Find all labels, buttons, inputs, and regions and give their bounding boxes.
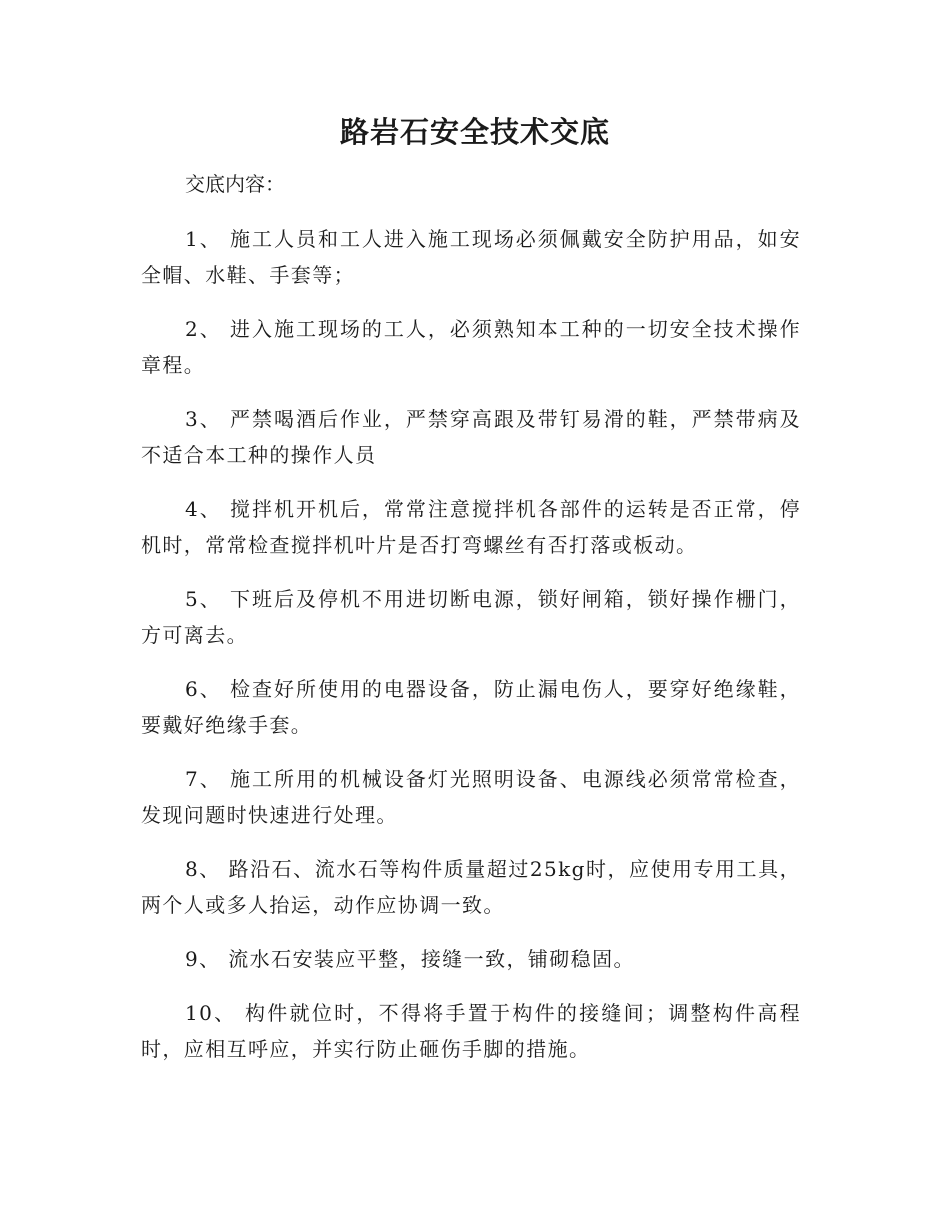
safety-item: 5、 下班后及停机不用进切断电源，锁好闸箱，锁好操作栅门，方可离去。 — [141, 587, 801, 647]
safety-item: 9、 流水石安装应平整，接缝一致，铺砌稳固。 — [185, 947, 635, 971]
safety-item: 7、 施工所用的机械设备灯光照明设备、电源线必须常常检查，发现问题时快速进行处理。 — [141, 767, 801, 827]
safety-item: 6、 检查好所使用的电器设备，防止漏电伤人，要穿好绝缘鞋，要戴好绝缘手套。 — [141, 677, 801, 737]
safety-item: 2、 进入施工现场的工人，必须熟知本工种的一切安全技术操作章程。 — [141, 317, 801, 377]
safety-item: 1、 施工人员和工人进入施工现场必须佩戴安全防护用品，如安全帽、水鞋、手套等； — [141, 227, 801, 287]
intro-label: 交底内容： — [185, 172, 285, 196]
safety-item: 4、 搅拌机开机后，常常注意搅拌机各部件的运转是否正常，停机时，常常检查搅拌机叶片是否打弯螺丝有否打落或板动。 — [141, 497, 801, 557]
safety-item-list — [141, 221, 801, 1085]
document-title: 路岩石安全技术交底 — [339, 115, 610, 149]
safety-item: 10、 构件就位时，不得将手置于构件的接缝间；调整构件高程时，应相互呼应，并实行防止砸伤手脚的措施。 — [141, 1001, 801, 1061]
safety-item: 8、 路沿石、流水石等构件质量超过25kg时，应使用专用工具，两个人或多人抬运，动作应协调一致。 — [141, 857, 801, 917]
safety-item: 3、 严禁喝酒后作业，严禁穿高跟及带钉易滑的鞋，严禁带病及不适合本工种的操作人员 — [141, 407, 801, 467]
